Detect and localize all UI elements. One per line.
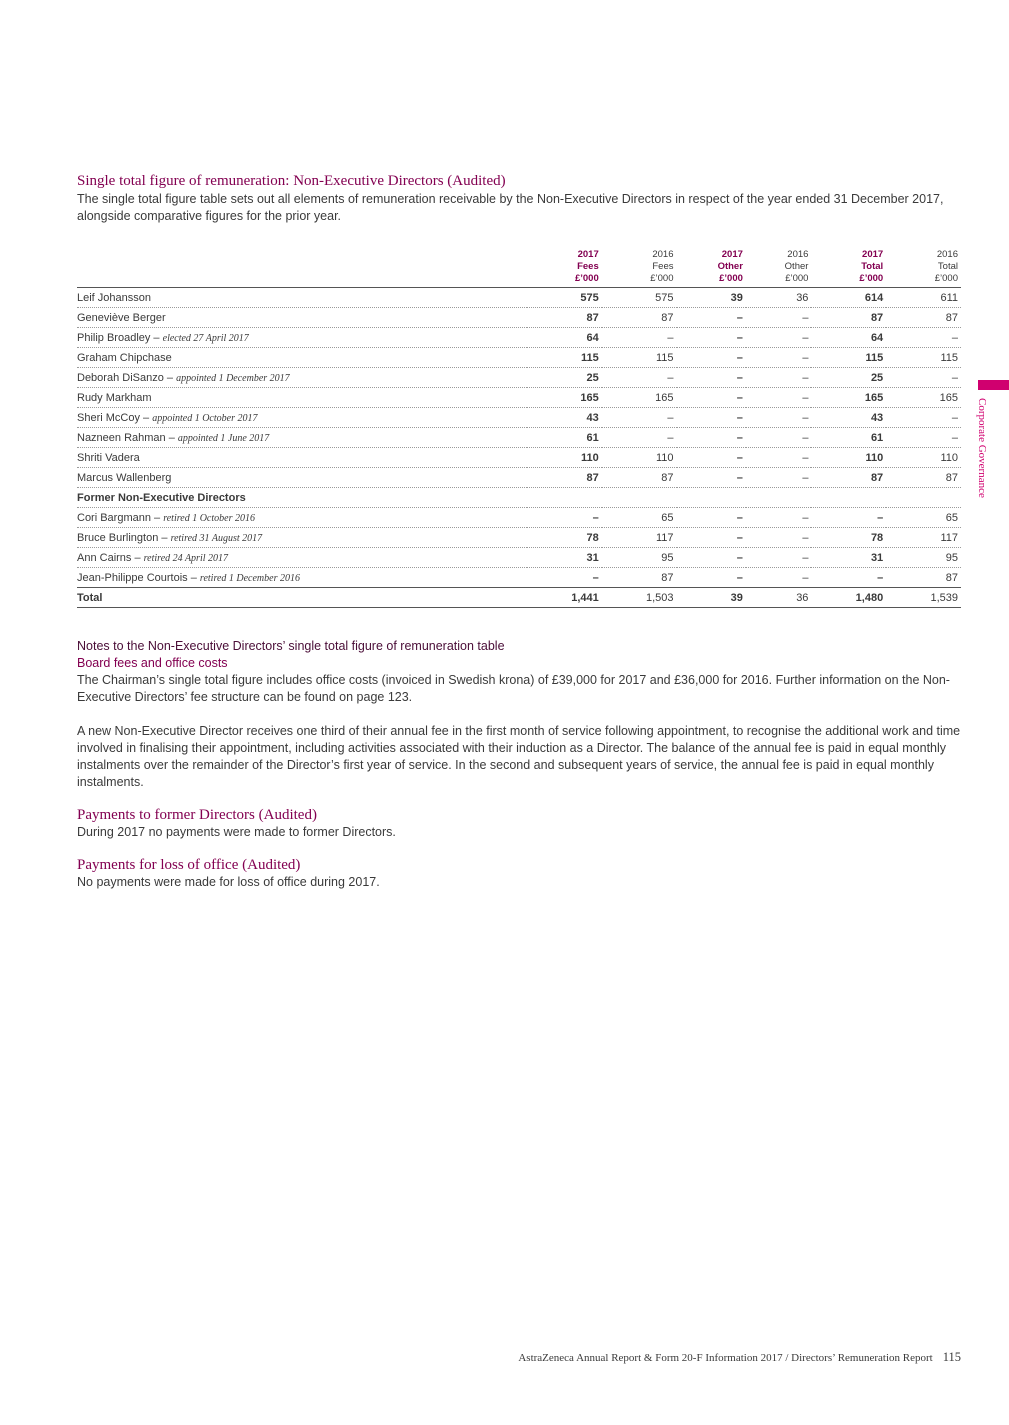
director-name: Leif Johansson [77,291,151,304]
value-2016-other: – [802,571,809,584]
value-2017-total: 110 [811,448,886,468]
director-name-cell [77,528,527,548]
value-2016-total: 165 [886,388,961,408]
appointment-note: retired 31 August 2017 [170,532,263,544]
value-2016-fees: 575 [602,288,677,308]
value-2016-other: – [746,528,812,548]
value-2017-fees: 64 [527,328,602,348]
section-tab-marker [978,380,1009,390]
value-2016-fees: – [602,368,677,388]
value-2017-total: 115 [811,348,886,368]
total-2017-other: 39 [677,588,746,608]
director-name-cell [77,448,527,468]
value-2016-total: 110 [886,448,961,468]
value-2017-fees: 115 [527,348,602,368]
value-2017-total: 43 [811,408,886,428]
value-2016-total: – [886,428,961,448]
value-2017-total: – [877,571,884,584]
total-label: Total [77,588,527,608]
value-2017-other: 39 [677,288,746,308]
table-row [77,428,961,448]
director-name: Marcus Wallenberg [77,471,172,484]
total-group [77,588,961,608]
loss-of-office-title: Payments for loss of office (Audited) [77,857,301,873]
footer-text: AstraZeneca Annual Report & Form 20-F Information 2017 / Directors’ Remuneration Report [518,1352,933,1364]
value-2017-fees: 165 [527,388,602,408]
table-row [77,368,961,388]
director-name-cell [77,368,527,388]
value-2017-other: – [677,408,746,428]
value-2017-fees: – [592,571,599,584]
director-name-cell [77,328,527,348]
col-header-2016-other: 2016 Other £’000 [784,249,809,284]
value-2016-total: 611 [886,288,961,308]
value-2017-total: 78 [811,528,886,548]
table-row [77,548,961,568]
table-row [77,308,961,328]
value-2016-other: – [746,388,812,408]
col-header-2016-fees: 2016 Fees £’000 [650,249,674,284]
former-payments-text: During 2017 no payments were made to former Directors. [77,825,396,839]
value-2017-fees: 78 [527,528,602,548]
director-name: Geneviève Berger [77,311,166,324]
value-2016-other: 36 [746,288,812,308]
side-section-label: Corporate Governance [976,398,988,498]
value-2017-total: – [811,508,886,528]
value-2017-fees: 575 [527,288,602,308]
value-2017-other: – [677,508,746,528]
value-2016-other: – [746,328,812,348]
page-number: 115 [942,1350,961,1364]
value-2017-other: – [677,528,746,548]
director-name-cell [77,428,527,448]
value-2017-other: – [677,328,746,348]
col-header-2017-other: 2017 Other £’000 [717,249,743,284]
value-2017-other: – [736,571,743,584]
value-2016-fees: 95 [602,548,677,568]
current-directors-rows [77,288,961,488]
former-payments-section [77,806,961,841]
table-row [77,388,961,408]
director-name: Jean-Philippe Courtois – [77,571,197,584]
director-name-cell [77,388,527,408]
value-2017-fees: – [527,508,602,528]
name-column-header [77,249,527,288]
former-directors-heading: Former Non-Executive Directors [77,488,961,508]
section-title: Single total figure of remuneration: Non-Executive Directors (Audited) [77,173,506,189]
table-header-row [77,249,961,288]
director-name-cell [77,288,527,308]
value-2016-other: – [746,508,812,528]
loss-of-office-text: No payments were made for loss of office during 2017. [77,875,380,889]
former-directors-heading-group [77,488,961,508]
value-2016-other: – [746,448,812,468]
total-2016-other: 36 [746,588,812,608]
director-name-cell [77,348,527,368]
director-name-cell [77,308,527,328]
page-footer [518,1350,961,1365]
director-name-cell [77,468,527,488]
table-row [77,468,961,488]
table-row [77,328,961,348]
value-2016-total: 87 [945,571,958,584]
notes-section [77,638,961,791]
value-2017-total: 614 [811,288,886,308]
value-2017-other: – [677,308,746,328]
value-2016-other: – [746,408,812,428]
value-2016-other: – [746,548,812,568]
value-2016-fees: 87 [661,571,674,584]
value-2016-fees: 65 [602,508,677,528]
total-2017-total: 1,480 [811,588,886,608]
appointment-note: retired 1 December 2016 [199,572,300,584]
director-name: Rudy Markham [77,391,152,404]
appointment-note: appointed 1 June 2017 [177,432,270,444]
director-name-cell [77,568,527,588]
value-2017-fees: 110 [527,448,602,468]
value-2016-fees: – [602,408,677,428]
value-2016-total: 117 [886,528,961,548]
value-2016-other: – [746,428,812,448]
total-row [77,588,961,608]
value-2017-other: – [677,348,746,368]
value-2017-other: – [677,428,746,448]
notes-heading: Notes to the Non-Executive Directors’ single total figure of remuneration table [77,639,505,653]
director-name-cell [77,408,527,428]
director-name: Deborah DiSanzo – [77,371,174,384]
notes-paragraph-2: A new Non-Executive Director receives one third of their annual fee in the first month of service following appointment, to recognise the additional work and time involved in finalising their appointment, including activities associated with their induction as a Director. The balance of the annual fee is paid in equal monthly instalments over the remainder of the Director’s first year of service. In the second and subsequent years of service, the annual fee is paid in equal monthly instalments. [77,724,961,789]
value-2017-total: 25 [811,368,886,388]
value-2017-total: 61 [811,428,886,448]
notes-paragraph-1: The Chairman’s single total figure includes office costs (invoiced in Swedish krona) of £39,000 for 2017 and £36,000 for 2016. Further information on the Non-Executive Directors’ fee structure can be found on page 123. [77,673,950,704]
director-name: Philip Broadley – [77,331,160,344]
director-name: Nazneen Rahman – [77,431,175,444]
value-2016-fees: 87 [602,468,677,488]
value-2016-total: 95 [886,548,961,568]
value-2017-fees: 43 [527,408,602,428]
appointment-note: elected 27 April 2017 [162,332,249,344]
appointment-note: retired 1 October 2016 [163,512,255,524]
director-name-cell [77,508,527,528]
value-2016-other: – [746,308,812,328]
director-name: Graham Chipchase [77,351,172,364]
former-directors-rows [77,508,961,588]
page-content [77,172,961,891]
value-2017-total: 87 [811,308,886,328]
former-payments-title: Payments to former Directors (Audited) [77,807,317,823]
notes-subheading: Board fees and office costs [77,656,228,670]
value-2016-fees: 110 [602,448,677,468]
table-row [77,528,961,548]
col-header-2017-fees: 2017 Fees £’000 [574,249,599,284]
table-row [77,508,961,528]
value-2016-total: – [886,408,961,428]
table-row [77,408,961,428]
value-2016-total: – [886,328,961,348]
appointment-note: appointed 1 October 2017 [152,412,258,424]
value-2017-fees: 25 [527,368,602,388]
value-2017-total: 87 [811,468,886,488]
col-header-2016-total: 2016 Total £’000 [934,249,958,284]
total-2016-fees: 1,503 [602,588,677,608]
director-name: Cori Bargmann – [77,511,161,524]
director-name-cell [77,548,527,568]
value-2016-other: – [746,368,812,388]
value-2017-fees: 61 [527,428,602,448]
value-2016-total: 87 [886,308,961,328]
value-2016-fees: – [602,428,677,448]
value-2017-other: – [677,448,746,468]
value-2016-fees: 87 [602,308,677,328]
table-row [77,448,961,468]
total-2017-fees: 1,441 [527,588,602,608]
director-name: Sheri McCoy – [77,411,150,424]
appointment-note: appointed 1 December 2017 [176,372,290,384]
value-2017-other: – [677,468,746,488]
remuneration-table [77,249,961,608]
total-2016-total: 1,539 [886,588,961,608]
value-2017-total: 165 [811,388,886,408]
value-2016-fees: 115 [602,348,677,368]
director-name: Shriti Vadera [77,451,140,464]
value-2016-total: 115 [886,348,961,368]
value-2016-fees: 117 [602,528,677,548]
value-2016-other: – [746,468,812,488]
value-2017-fees: 87 [527,308,602,328]
value-2016-other: – [746,348,812,368]
table-row [77,568,961,588]
appointment-note: retired 24 April 2017 [143,552,229,564]
value-2017-fees: 31 [527,548,602,568]
value-2017-other: – [677,388,746,408]
loss-of-office-section [77,856,961,891]
value-2016-total: 87 [886,468,961,488]
value-2017-other: – [677,368,746,388]
value-2016-total: – [886,368,961,388]
col-header-2017-total: 2017 Total £’000 [859,249,884,284]
value-2017-total: 64 [811,328,886,348]
value-2016-fees: 165 [602,388,677,408]
table-row [77,348,961,368]
director-name: Bruce Burlington – [77,531,168,544]
former-directors-heading-row [77,488,961,508]
value-2017-other: – [677,548,746,568]
table-row [77,288,961,308]
value-2017-total: 31 [811,548,886,568]
director-name: Ann Cairns – [77,551,141,564]
value-2016-total: 65 [886,508,961,528]
section-intro: The single total figure table sets out all elements of remuneration receivable by the Non-Executive Directors in respect of the year ended 31 December 2017, alongside comparative figures for the prior year. [77,192,944,223]
value-2017-fees: 87 [527,468,602,488]
value-2016-fees: – [602,328,677,348]
